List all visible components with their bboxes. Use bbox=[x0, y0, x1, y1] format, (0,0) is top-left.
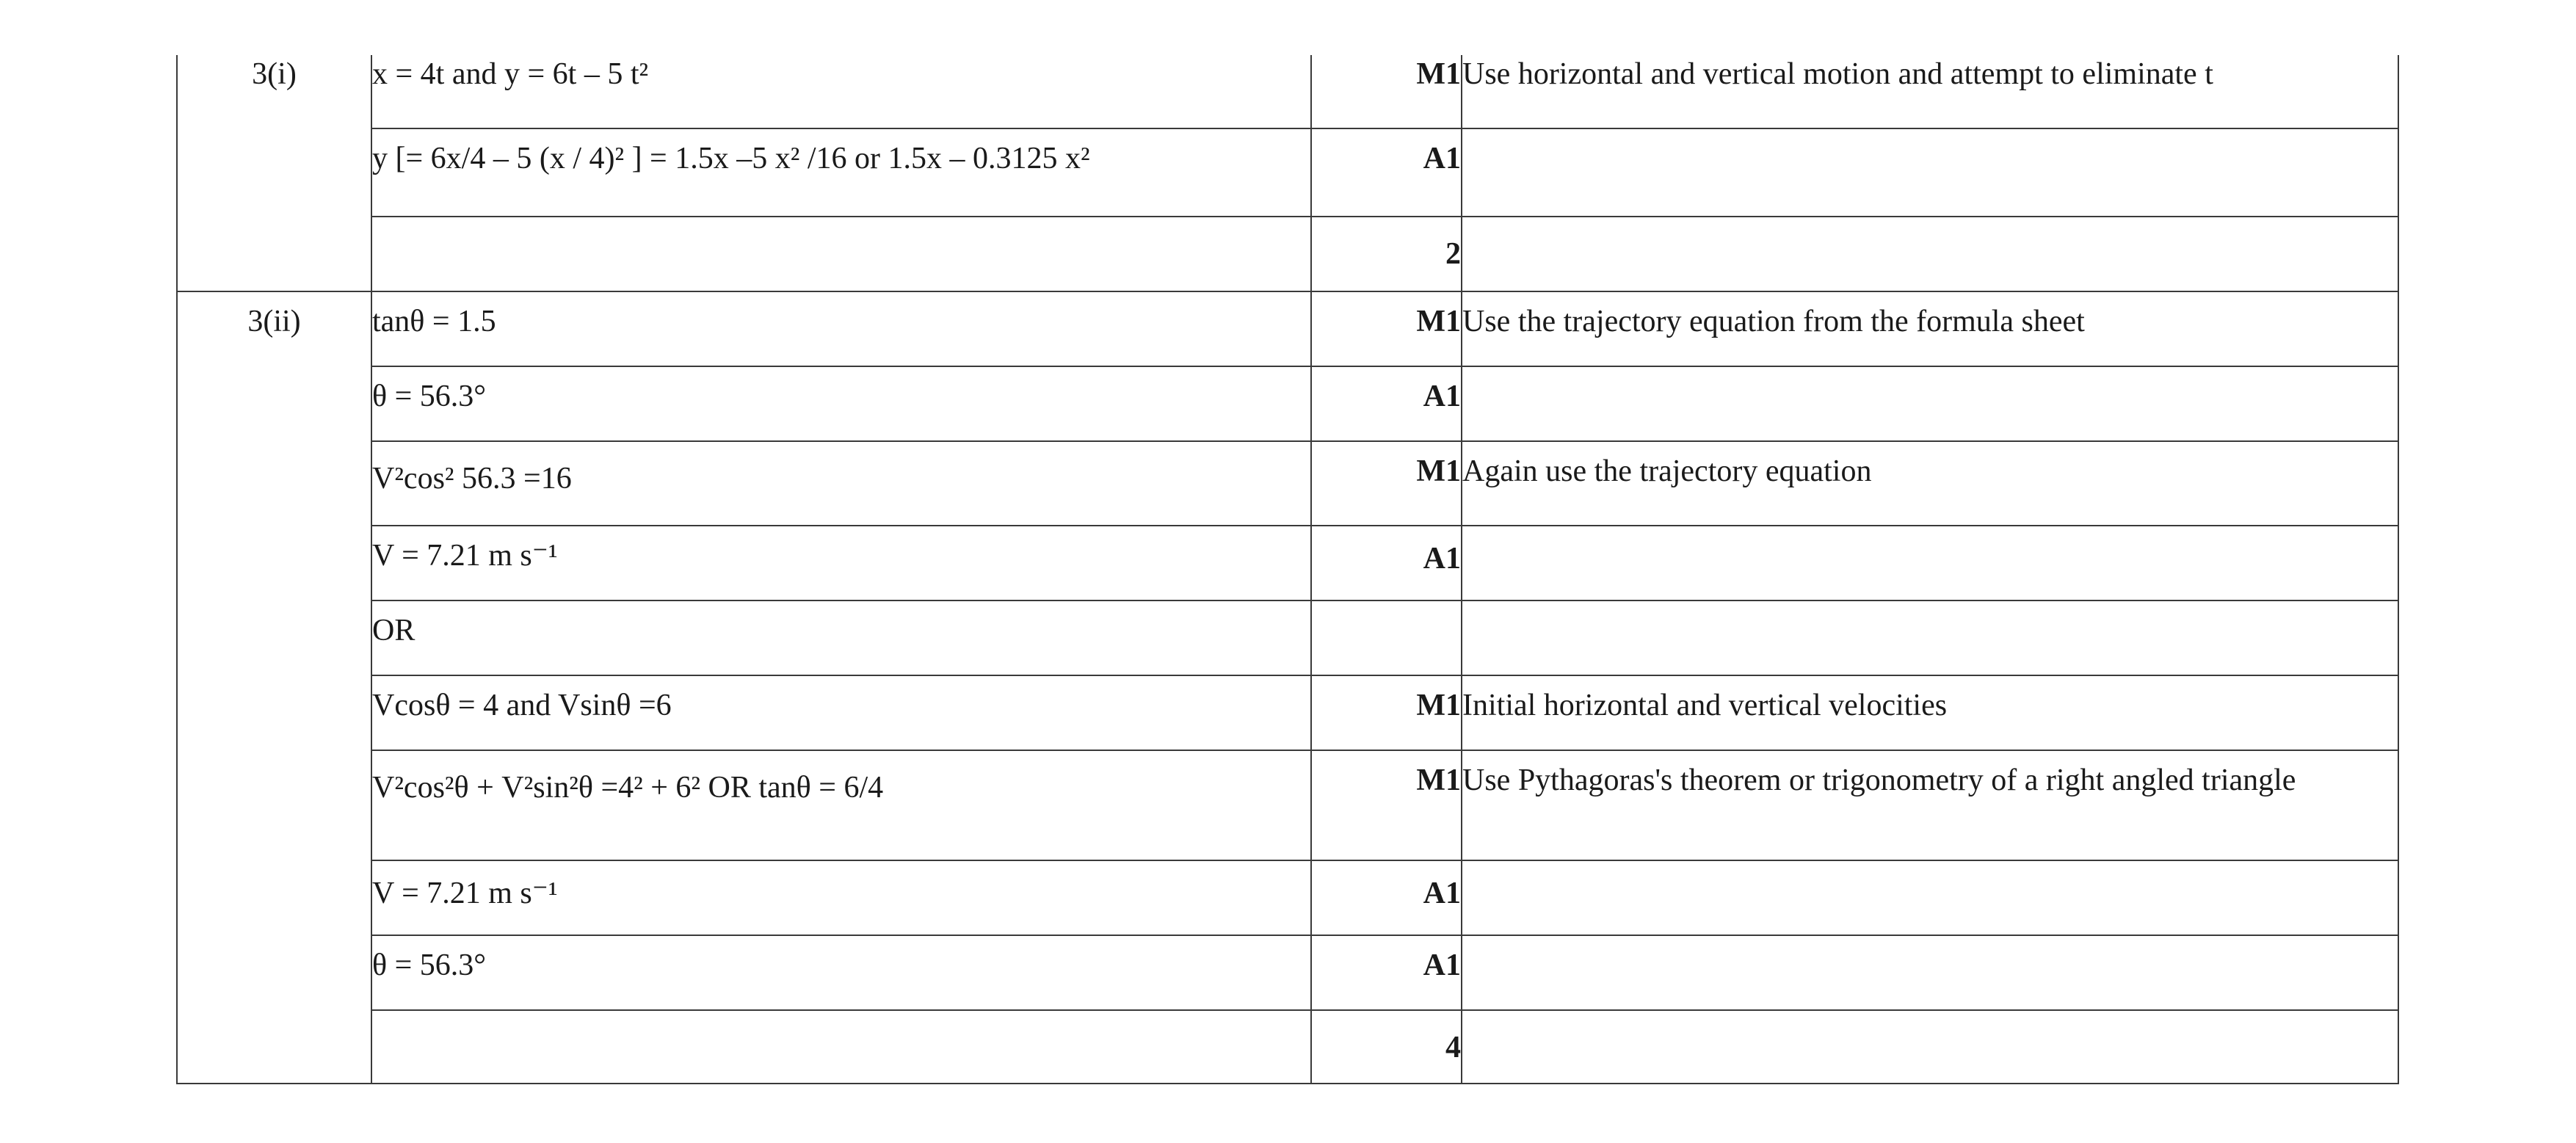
mark-cell: M1 bbox=[1311, 441, 1462, 526]
table-row bbox=[177, 1010, 2398, 1084]
answer-cell bbox=[371, 935, 1311, 1010]
mark-cell: M1 bbox=[1311, 675, 1462, 750]
table-row bbox=[177, 860, 2398, 935]
guidance-cell bbox=[1462, 600, 2398, 675]
answer-cell bbox=[371, 675, 1311, 750]
answer-text: θ = 56.3° bbox=[372, 380, 487, 413]
guidance-cell: Use Pythagoras's theorem or trigonometry of a right angled triangle bbox=[1462, 750, 2398, 860]
mark-cell: A1 bbox=[1311, 128, 1462, 217]
answer-text: Vcosθ = 4 and Vsinθ =6 bbox=[372, 689, 672, 722]
answer-text: x = 4t and y = 6t – 5 t² bbox=[372, 57, 649, 91]
guidance-cell: Use horizontal and vertical motion and attempt to eliminate t bbox=[1462, 55, 2398, 128]
table-row bbox=[177, 526, 2398, 600]
guidance-cell bbox=[1462, 217, 2398, 291]
table-row bbox=[177, 128, 2398, 217]
answer-text: θ = 56.3° bbox=[372, 948, 487, 982]
mark-scheme-table bbox=[176, 55, 2399, 1084]
question-number: 3(ii) bbox=[177, 291, 371, 1084]
table-row bbox=[177, 675, 2398, 750]
mark-cell bbox=[1311, 600, 1462, 675]
mark-cell: M1 bbox=[1311, 750, 1462, 860]
guidance-cell bbox=[1462, 860, 2398, 935]
mark-cell: A1 bbox=[1311, 526, 1462, 600]
answer-cell bbox=[371, 128, 1311, 217]
answer-text: V = 7.21 m s⁻¹ bbox=[372, 539, 558, 573]
mark-total: 4 bbox=[1311, 1010, 1462, 1084]
mark-cell: M1 bbox=[1311, 55, 1462, 128]
guidance-cell: Use the trajectory equation from the formula sheet bbox=[1462, 291, 2398, 366]
answer-text: V = 7.21 m s⁻¹ bbox=[372, 877, 558, 910]
answer-cell bbox=[371, 366, 1311, 441]
table-row bbox=[177, 750, 2398, 860]
answer-text: OR bbox=[372, 614, 416, 647]
guidance-cell bbox=[1462, 366, 2398, 441]
answer-text: y [= 6x/4 – 5 (x / 4)² ] = 1.5x –5 x² /16 or 1.5x – 0.3125 x² bbox=[372, 142, 1090, 175]
answer-text: V²cos²θ + V²sin²θ =4² + 6² OR tanθ = 6/4 bbox=[372, 771, 884, 805]
answer-cell bbox=[371, 526, 1311, 600]
answer-text: V²cos² 56.3 =16 bbox=[372, 462, 572, 496]
guidance-cell bbox=[1462, 128, 2398, 217]
answer-cell bbox=[371, 1010, 1311, 1084]
guidance-cell bbox=[1462, 526, 2398, 600]
guidance-cell bbox=[1462, 935, 2398, 1010]
table-row bbox=[177, 366, 2398, 441]
table-row bbox=[177, 217, 2398, 291]
guidance-cell: Initial horizontal and vertical velocities bbox=[1462, 675, 2398, 750]
mark-cell: A1 bbox=[1311, 860, 1462, 935]
guidance-cell: Again use the trajectory equation bbox=[1462, 441, 2398, 526]
table-row bbox=[177, 55, 2398, 128]
answer-cell bbox=[371, 441, 1311, 526]
answer-cell bbox=[371, 750, 1311, 860]
mark-cell: A1 bbox=[1311, 935, 1462, 1010]
answer-cell bbox=[371, 600, 1311, 675]
table-row bbox=[177, 935, 2398, 1010]
question-number: 3(i) bbox=[177, 55, 371, 291]
mark-cell: A1 bbox=[1311, 366, 1462, 441]
table-row bbox=[177, 291, 2398, 366]
table-row bbox=[177, 600, 2398, 675]
answer-cell bbox=[371, 217, 1311, 291]
answer-cell bbox=[371, 860, 1311, 935]
table-row bbox=[177, 441, 2398, 526]
mark-total: 2 bbox=[1311, 217, 1462, 291]
answer-cell bbox=[371, 55, 1311, 128]
guidance-cell bbox=[1462, 1010, 2398, 1084]
mark-cell: M1 bbox=[1311, 291, 1462, 366]
answer-text: tanθ = 1.5 bbox=[372, 305, 496, 338]
answer-cell bbox=[371, 291, 1311, 366]
